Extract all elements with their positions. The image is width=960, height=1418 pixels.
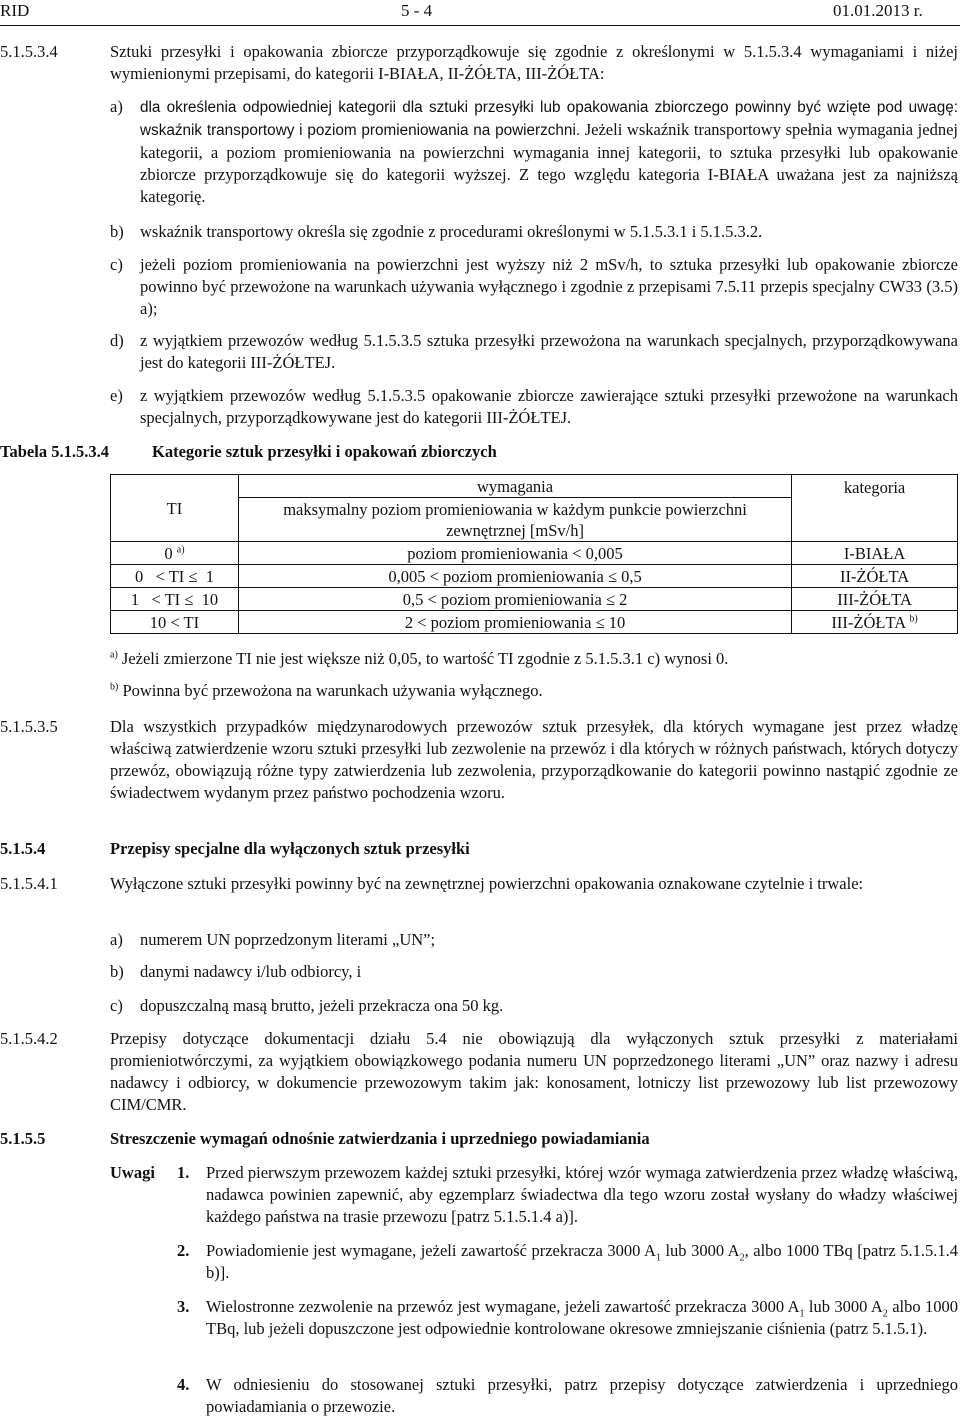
cell-category: III-ŻÓŁTA [792,588,958,611]
section-text: Dla wszystkich przypadków międzynarodowych przewozów sztuk przesyłek, dla których wymagane jest przez władzę właściwą zatwierdzenie wzoru sztuki przesyłki lub zezwolenie na przewóz i dla których w różnych państwach, których dotyczy przewóz, obowiązują różne typy zatwierdzenia lub zezwolenia, przyporządkowanie do kategorii powinno nastąpić zgodnie ze świadectwem wydanym przez państwo pochodzenia wzoru. [110,717,958,802]
table-row [111,588,958,611]
list-item-key: c) [110,996,123,1015]
cell-requirement: 2 < poziom promieniowania ≤ 10 [238,611,791,634]
list-item-text: z wyjątkiem przewozów według 5.1.5.3.5 sztuka przesyłki przewożona na warunkach specjalnych, przyporządkowywana jest do kategorii III-ŻÓŁTEJ. [140,331,958,372]
section-number: 5.1.5.4.2 [0,1029,58,1048]
cell-category: I-BIAŁA [792,542,958,565]
column-subheader-requirements: maksymalny poziom promieniowania w każdym punkcie powierzchni zewnętrznej [mSv/h] [238,498,791,542]
section-number: 5.1.5.4 [0,839,46,858]
page-header [0,0,960,24]
section-number: 5.1.5.5 [0,1129,46,1148]
table-footnote: $^{a)}$ Jeżeli zmierzone TI nie jest większe niż 0,05, to wartość TI zgodnie z 5.1.5.3.1 c) wynosi 0. [110,649,729,668]
note-text: W odniesieniu do stosowanej sztuki przesyłki, patrz przepisy dotyczące zatwierdzenia i uprzedniego powiadamiania o przewozie. [206,1375,958,1416]
note-number: 3. [177,1297,190,1316]
list-item [110,929,958,951]
note-number: 4. [177,1375,190,1394]
note-number: 2. [177,1241,190,1260]
list-item-text: jeżeli poziom promieniowania na powierzchni jest wyższy niż 2 mSv/h, to sztuka przesyłki lub opakowanie zbiorcze powinno być przewożone na warunkach używania wyłącznego i zgodnie z przepisami 7.5.11 przepis specjalny CW33 (3.5) a); [140,255,958,318]
list-item [110,995,958,1017]
list-item-text: danymi nadawcy i/lub odbiorcy, i [140,962,362,981]
list-item-key: a) [110,97,123,116]
list-item-key: b) [110,962,124,981]
column-header-requirements: wymagania [238,475,791,498]
list-item-text: numerem UN poprzedzonym literami „UN”; [140,930,436,949]
cell-ti: 10 < TI [111,611,239,634]
section-text: Wyłączone sztuki przesyłki powinny być na zewnętrznej powierzchni opakowania oznakowane czytelnie i trwale: [110,874,864,893]
list-item [110,385,958,429]
note-item [177,1240,958,1284]
cell-requirement: poziom promieniowania < 0,005 [238,542,791,565]
note-text: Powiadomienie jest wymagane, jeżeli zawartość przekracza 3000 $A_1$ lub 3000 $A_2$, albo 1000 TBq [patrz 5.1.5.1.4 b)]. [206,1241,958,1282]
list-item-text: dla określenia odpowiedniej kategorii dla sztuki przesyłki lub opakowania zbiorczego powinny być wzięte pod uwagę: wskaźnik transportowy i poziom promieniowania na powierzchni. Jeżeli wskaźnik transportowy spełnia wymagania jednej kategorii, a poziom promieniowania na powierzchni wymagania innej kategorii, to sztuka przesyłki lub opakowanie zbiorcze przyporządkowuje się do kategorii wyższej. Z tego względu kategoria I-BIAŁA uważana jest za najniższą kategorię. [140,99,958,206]
note-item [177,1374,958,1418]
note-text: Wielostronne zezwolenie na przewóz jest wymagane, jeżeli zawartość przekracza 3000 $A_1$ lub 3000 $A_2$ albo 1000 TBq, lub jeżeli dopuszczone jest odpowiednie kontrolowane okresowe zmniejszanie ciśnienia (patrz 5.1.5.1). [206,1297,959,1338]
table-title: Kategorie sztuk przesyłki i opakowań zbiorczych [152,442,497,461]
header-page-number: 5 - 4 [401,1,433,20]
cell-requirement: 0,5 < poziom promieniowania ≤ 2 [238,588,791,611]
cell-category: II-ŻÓŁTA [792,565,958,588]
note-text: Przed pierwszym przewozem każdej sztuki przesyłki, której wzór wymaga zatwierdzenia przez władzę właściwą, nadawca powinien zapewnić, aby egzemplarz świadectwa dla tego wzoru został wysłany do władzy właściwej każdego państwa na trasie przewozu [patrz 5.1.5.1.4 a)]. [206,1163,958,1226]
section-number: 5.1.5.3.4 [0,42,58,61]
header-rule [0,25,960,26]
table-row [111,611,958,634]
list-item [110,961,958,983]
cell-ti: 0 < TI ≤ 1 [111,565,239,588]
cell-ti: 0 $^{a)}$ [111,542,239,565]
list-item-key: e) [110,386,123,405]
list-item-key: d) [110,331,124,350]
cell-ti: 1 < TI ≤ 10 [111,588,239,611]
column-header-category: kategoria [792,475,958,542]
list-item-text: wskaźnik transportowy określa się zgodnie z procedurami określonymi w 5.1.5.3.1 i 5.1.5.3.2. [140,222,763,241]
column-header-ti: TI [111,475,239,542]
list-item-text: z wyjątkiem przewozów według 5.1.5.3.5 opakowanie zbiorcze zawierające sztuki przesyłki przewożone na warunkach specjalnych, przyporządkowywane jest do kategorii III-ŻÓŁTEJ. [140,386,958,427]
list-item-text: dopuszczalną masą brutto, jeżeli przekracza ona 50 kg. [140,996,504,1015]
note-item [177,1162,958,1228]
cell-requirement: 0,005 < poziom promieniowania ≤ 0,5 [238,565,791,588]
header-left: RID [0,1,30,20]
category-table [110,474,958,634]
cell-category: III-ŻÓŁTA $^{b)}$ [792,611,958,634]
list-item [110,221,958,243]
table-footnote: $^{b)}$ Powinna być przewożona na warunkach używania wyłącznego. [110,681,543,700]
header-date: 01.01.2013 r. [833,1,923,20]
section-number: 5.1.5.4.1 [0,874,58,893]
list-item [110,254,958,320]
note-number: 1. [177,1163,190,1182]
section-title: Streszczenie wymagań odnośnie zatwierdzania i uprzedniego powiadamiania [110,1129,650,1148]
section-text: Sztuki przesyłki i opakowania zbiorcze przyporządkowuje się zgodnie z określonymi w 5.1.5.3.4 wymaganiami i niżej wymienionymi przepisami, do kategorii I-BIAŁA, II-ŻÓŁTA, III-ŻÓŁTA: [110,42,958,83]
section-text: Przepisy dotyczące dokumentacji działu 5.4 nie obowiązują dla wyłączonych sztuk przesyłki z materiałami promieniotwórczymi, za wyjątkiem obowiązkowego podania numeru UN poprzedzonego literami „UN” oraz nazwy i adresu nadawcy i odbiorcy, w dokumencie przewozowym takim jak: konosament, lotniczy list przewozowy lub list przewozowy CIM/CMR. [110,1029,958,1114]
section-number: 5.1.5.3.5 [0,717,58,736]
notes-label: Uwagi [110,1163,155,1182]
list-item-key: a) [110,930,123,949]
table-row [111,565,958,588]
note-item [177,1296,958,1362]
list-item [110,96,958,210]
table-row [111,542,958,565]
section-title: Przepisy specjalne dla wyłączonych sztuk przesyłki [110,839,470,858]
list-item-key: c) [110,255,123,274]
table-label: Tabela 5.1.5.3.4 [0,442,109,461]
list-item-key: b) [110,222,124,241]
list-item [110,330,958,374]
